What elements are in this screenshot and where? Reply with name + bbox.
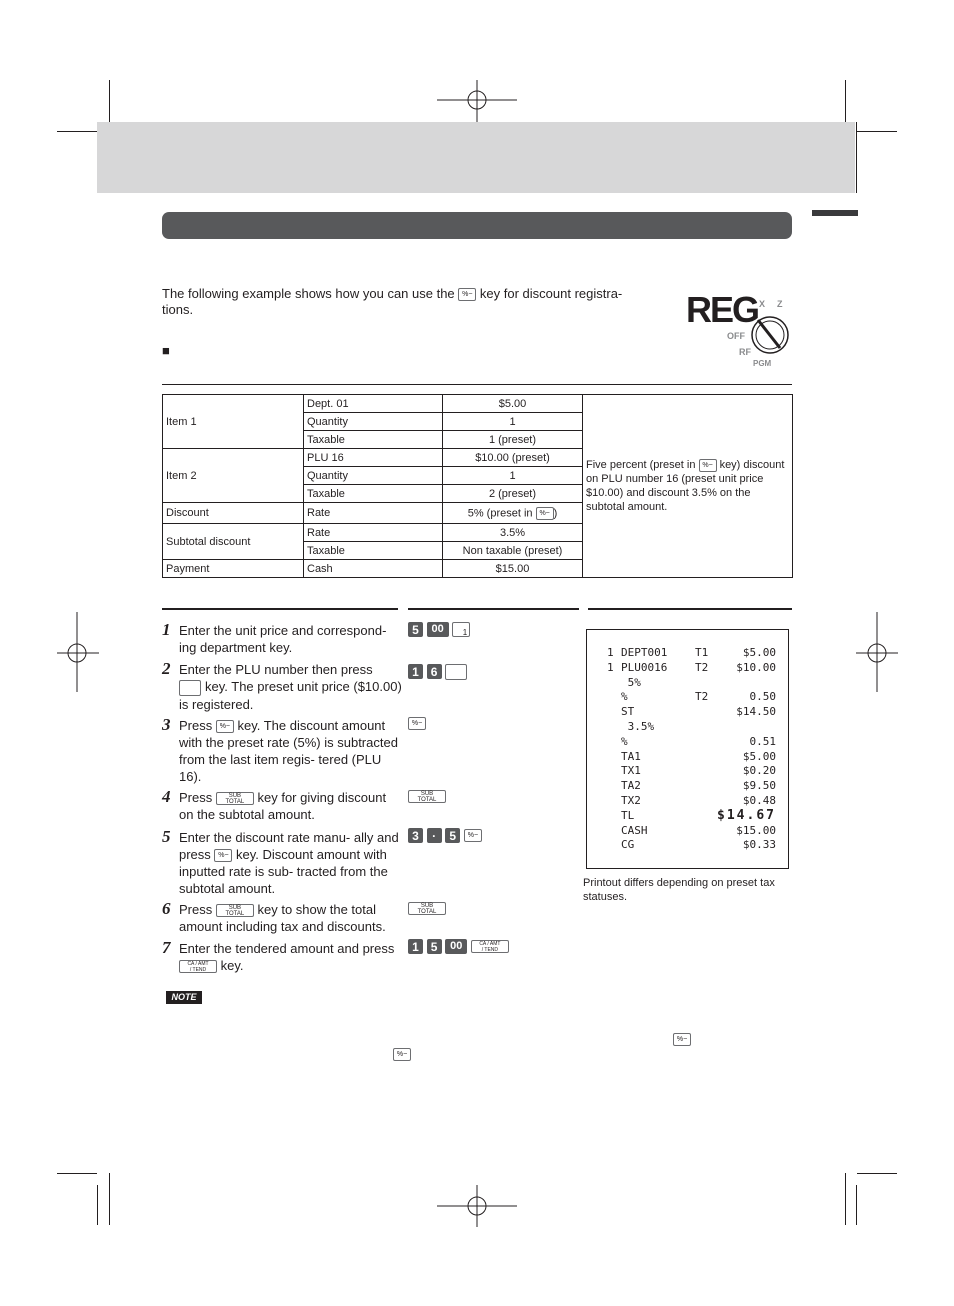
receipt-a: $0.48 — [742, 794, 776, 807]
table-field: Taxable — [304, 485, 443, 503]
table-field: Cash — [304, 560, 443, 578]
receipt-l: PLU0016 — [621, 660, 668, 674]
dial-label-x: X — [759, 299, 766, 309]
receipt-l: TX2 — [621, 794, 641, 807]
operation-step-6 — [408, 900, 446, 915]
table-group: Item 1 — [163, 395, 304, 449]
table-field: Quantity — [304, 413, 443, 431]
receipt-a: 0.51 — [749, 734, 776, 748]
plu-key-icon — [445, 664, 467, 680]
receipt-printout — [586, 629, 789, 869]
step-3: 3 Press %− key. The discount amount with the preset rate (5%) is subtracted from the last item regis- tered (PLU 16). — [162, 715, 398, 784]
table-field: Taxable — [304, 542, 443, 560]
receipt-q: 1 — [607, 646, 614, 659]
numeric-key: 1 — [408, 939, 423, 954]
numeric-key: 6 — [427, 664, 442, 679]
column-rule-steps — [162, 608, 398, 610]
department-key-icon: 1 — [452, 622, 470, 637]
percent-key-icon: %− — [393, 1048, 411, 1061]
percent-key-icon: %− — [458, 288, 476, 301]
percent-key-icon: %− — [216, 720, 234, 733]
receipt-l: 5% — [621, 675, 641, 689]
receipt-a: 0.50 — [749, 690, 776, 704]
receipt-l: 3.5% — [621, 720, 655, 733]
step-4: 4 Press SUB TOTAL key for giving discount on the subtotal amount. — [162, 787, 387, 822]
receipt-l: TA1 — [621, 749, 641, 763]
receipt-l: CG — [621, 838, 635, 852]
receipt-a: $0.20 — [742, 764, 776, 778]
numeric-key: 3 — [408, 828, 423, 843]
numeric-key: 1 — [408, 664, 423, 679]
operation-step-2 — [408, 663, 467, 680]
percent-key-icon: %− — [699, 459, 717, 472]
registration-mark-left — [57, 612, 99, 692]
mode-indicator-reg: REG — [686, 289, 759, 330]
registration-mark-bottom — [437, 1185, 517, 1227]
receipt-t: T2 — [695, 660, 709, 674]
header-band — [97, 122, 855, 193]
table-value: 1 (preset) — [443, 431, 583, 449]
subtotal-key-icon: SUB TOTAL — [216, 904, 254, 917]
cash-amount-tend-key-icon: CA / AMT / TEND — [471, 940, 509, 953]
table-field: Dept. 01 — [304, 395, 443, 413]
operation-step-4 — [408, 788, 446, 803]
operation-step-3 — [408, 715, 426, 730]
receipt-a: $14.50 — [736, 705, 776, 719]
table-group: Discount — [163, 503, 304, 524]
numeric-key: 5 — [445, 828, 460, 843]
table-value: 2 (preset) — [443, 485, 583, 503]
percent-key-icon: %− — [408, 717, 426, 730]
table-value: 1 — [443, 467, 583, 485]
table-value: 5% (preset in %− ) — [443, 503, 583, 524]
subtotal-key-icon: SUB TOTAL — [216, 792, 254, 805]
section-divider — [162, 384, 792, 385]
table-group: Payment — [163, 560, 304, 578]
table-field: Quantity — [304, 467, 443, 485]
receipt-a: $0.33 — [742, 838, 776, 852]
operation-step-5 — [408, 827, 482, 843]
receipt-l: TL — [621, 808, 635, 822]
receipt-l: CASH — [621, 823, 648, 837]
receipt-a: $9.50 — [742, 779, 776, 793]
receipt-a: $5.00 — [742, 646, 776, 659]
table-value: 1 — [443, 413, 583, 431]
step-7: 7 Enter the tendered amount and press CA / AMT / TEND key. — [162, 938, 395, 974]
percent-key-icon: %− — [464, 829, 482, 842]
numeric-key: 00 — [427, 622, 449, 637]
table-group: Subtotal discount — [163, 524, 304, 560]
numeric-key: 5 — [427, 939, 442, 954]
percent-key-icon: %− — [673, 1033, 691, 1046]
step-6: 6 Press SUB TOTAL key to show the total amount including tax and discounts. — [162, 899, 386, 934]
table-field: Taxable — [304, 431, 443, 449]
registration-mark-right — [856, 612, 898, 692]
step-1: 1 Enter the unit price and correspond- ing department key. — [162, 620, 387, 655]
table-value: $10.00 (preset) — [443, 449, 583, 467]
receipt-l: TA2 — [621, 779, 641, 793]
table-field: Rate — [304, 524, 443, 542]
table-value: 3.5% — [443, 524, 583, 542]
receipt-a: $5.00 — [742, 749, 776, 763]
plu-key-icon — [179, 680, 201, 696]
dial-label-off: OFF — [727, 331, 745, 341]
registration-mark-top — [437, 80, 517, 122]
receipt-a: $14.67 — [717, 807, 776, 823]
dial-label-rf: RF — [739, 347, 751, 357]
percent-key-icon: %− — [214, 849, 232, 862]
table-group: Item 2 — [163, 449, 304, 503]
numeric-key: · — [427, 828, 442, 843]
receipt-a: $15.00 — [736, 823, 776, 837]
receipt-a: $10.00 — [736, 660, 776, 674]
table-value: Non taxable (preset) — [443, 542, 583, 560]
dial-label-pgm: PGM — [753, 359, 772, 368]
column-rule-operation — [408, 608, 579, 610]
table-description: Five percent (preset in %− key) discount on PLU number 16 (preset unit price $10.00) and discount 3.5% on the subtotal amount. — [583, 395, 793, 578]
subtotal-key-icon: SUB TOTAL — [408, 790, 446, 803]
subtotal-key-icon: SUB TOTAL — [408, 902, 446, 915]
percent-key-icon: %− — [536, 507, 554, 520]
step-2: 2 Enter the PLU number then press key. The preset unit price ($10.00) is registered. — [162, 659, 402, 712]
section-title-bar — [162, 212, 792, 239]
step-5: 5 Enter the discount rate manu- ally and press %− key. Discount amount with inputted rate is sub- tracted from the subtotal amount. — [162, 827, 399, 896]
table-field: Rate — [304, 503, 443, 524]
receipt-t: T1 — [695, 646, 709, 659]
numeric-key: 5 — [408, 622, 423, 637]
table-value: $5.00 — [443, 395, 583, 413]
printout-caption: Printout differs depending on preset tax statuses. — [583, 877, 775, 903]
cash-amount-tend-key-icon: CA / AMT / TEND — [179, 960, 217, 973]
receipt-t: T2 — [695, 690, 709, 704]
receipt-l: TX1 — [621, 764, 641, 778]
table-value: $15.00 — [443, 560, 583, 578]
numeric-key: 00 — [445, 939, 467, 954]
receipt-l: % — [621, 734, 628, 748]
side-tab — [812, 210, 858, 216]
operation-step-1 — [408, 621, 470, 637]
receipt-q: 1 — [607, 660, 614, 674]
receipt-l: ST — [621, 705, 635, 719]
example-table — [162, 394, 793, 578]
dial-label-z: Z — [777, 299, 783, 309]
column-rule-printout — [588, 608, 792, 610]
note-badge: NOTE — [166, 991, 202, 1004]
receipt-l: % — [621, 690, 628, 704]
receipt-l: DEPT001 — [621, 646, 668, 659]
intro-text: The following example shows how you can use the %− key for discount registra- tions. — [162, 286, 623, 317]
operation-step-7 — [408, 938, 509, 954]
bullet-square: ■ — [162, 343, 170, 358]
table-field: PLU 16 — [304, 449, 443, 467]
